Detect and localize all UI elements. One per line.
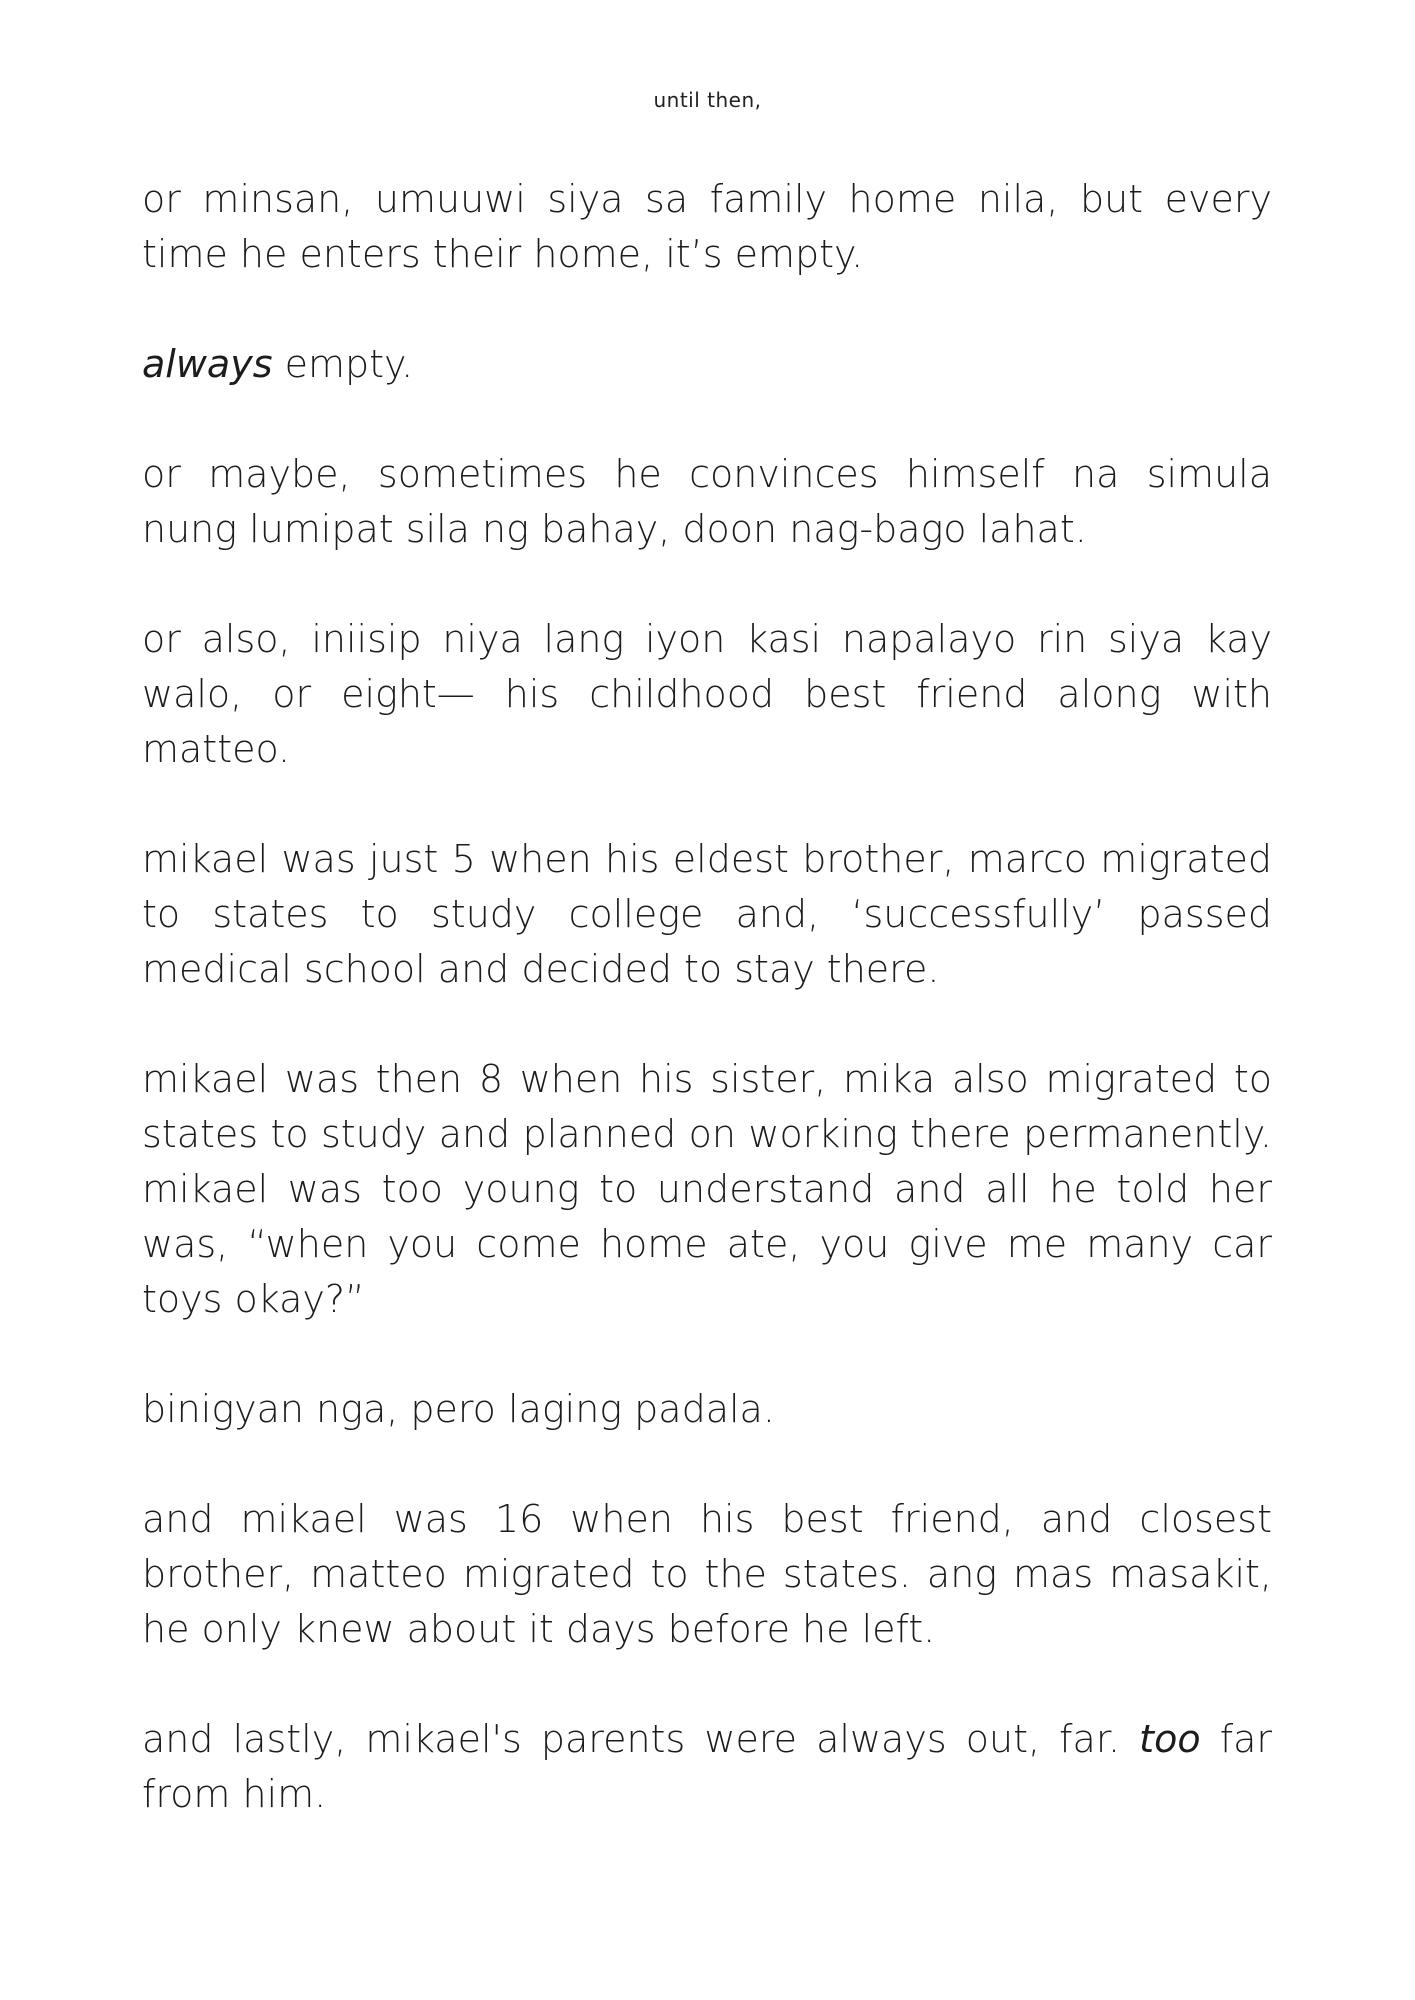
- emphasis-too: too: [1139, 1717, 1201, 1761]
- paragraph-8: and mikael was 16 when his best friend, and closest brother, matteo migrated to the states. ang mas masakit, he only knew about it days before he left.: [142, 1497, 1272, 1651]
- paragraph-2: [142, 337, 1272, 392]
- page-header: until then,: [653, 88, 762, 112]
- paragraph-1: or minsan, umuuwi siya sa family home nila, but every time he enters their home, it’s empty.: [142, 177, 1272, 276]
- paragraph-9-end: far from him.: [142, 1717, 1272, 1816]
- paragraph-6: mikael was then 8 when his sister, mika also migrated to states to study and planned on working there permanently. mikael was too young to understand and all he told her was, “when you come home ate, you give me many car toys okay?”: [142, 1057, 1272, 1321]
- paragraph-9-start: and lastly, mikael's parents were always out, far.: [142, 1717, 1140, 1761]
- paragraph-5: mikael was just 5 when his eldest brother, marco migrated to states to study college and, ‘successfully’ passed medical school and decided to stay there.: [142, 837, 1272, 991]
- paragraph-3: or maybe, sometimes he convinces himself na simula nung lumipat sila ng bahay, doon nag-bago lahat.: [142, 452, 1272, 551]
- paragraph-4: or also, iniisip niya lang iyon kasi napalayo rin siya kay walo, or eight— his childhood best friend along with matteo.: [142, 617, 1272, 771]
- paragraph-2-rest: empty.: [272, 342, 414, 386]
- paragraph-7: binigyan nga, pero laging padala.: [142, 1387, 775, 1431]
- paragraph-9: [142, 1712, 1272, 1822]
- document-body: [142, 172, 1272, 1822]
- emphasis-always: always: [142, 342, 273, 386]
